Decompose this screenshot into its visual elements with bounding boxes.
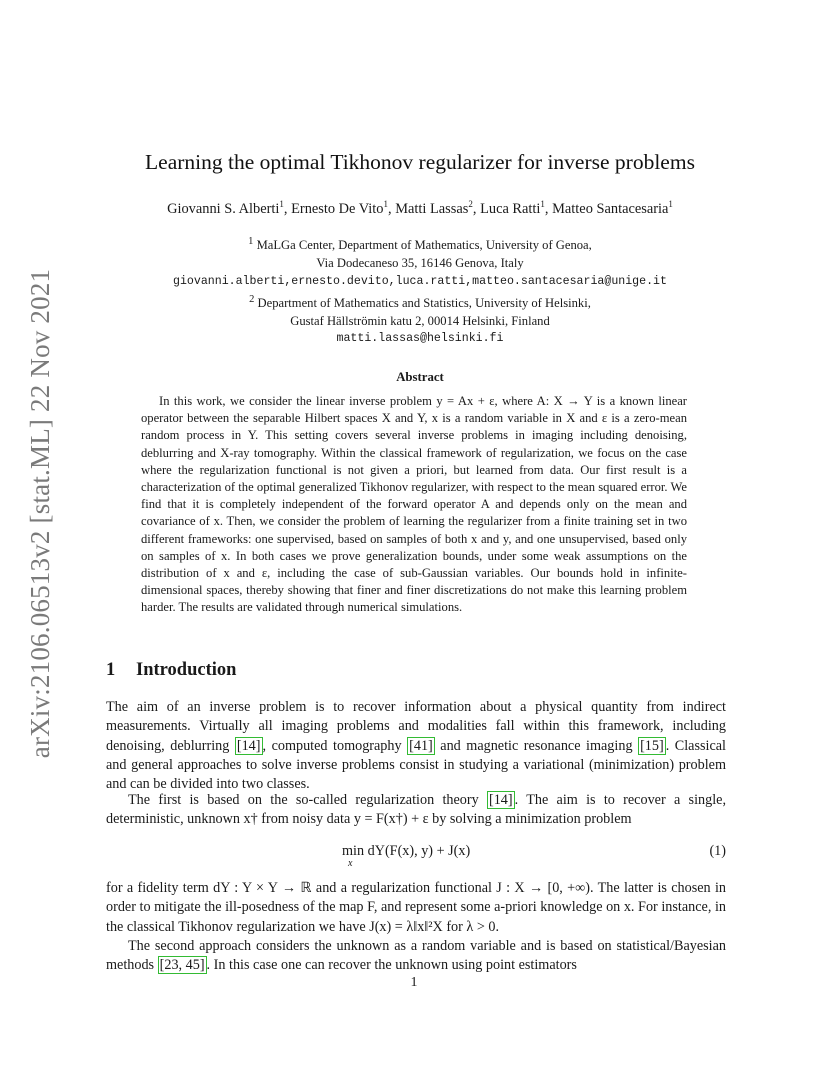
citation-link[interactable]: [23, 45] [159, 957, 205, 974]
email-genoa[interactable]: giovanni.alberti,ernesto.devito,luca.ratti,matteo.santacesaria@unige.it [173, 274, 667, 288]
paragraph: for a fidelity term dY : Y × Y → ℝ and a regularization functional J : X → [0, +∞). The latter is chosen in order to mitigate the ill-posedness of the map F, and represent some a-priori knowledge on x. For instance, in the classical Tikhonov regularization we have J(x) = λ‖x‖²X for λ > 0. [106, 880, 726, 935]
citation-link[interactable]: [14] [488, 792, 513, 808]
paragraph: The aim of an inverse problem is to recover information about a physical quantity from indirect measurements. Virtually all imaging problems and modalities fall within this framework, including denoising, deblurring [14] , computed tomography [41] and magnetic resonance imaging [15] . Classical and general approaches to solve inverse problems consist in studying a variational (minimization) problem and can be divided into two classes. [106, 699, 726, 793]
section-number: 1 [106, 660, 116, 680]
affiliation-1: $^1$ MaLGa Center, Department of Mathematics, University of Genoa, [248, 236, 592, 253]
citation-link[interactable]: [14] [236, 737, 261, 754]
equation-1 [106, 843, 726, 873]
abstract-heading: Abstract [396, 370, 444, 384]
equation-body: min dY(F(x), y) + J(x) x [342, 843, 471, 869]
author: Luca Ratti [480, 200, 541, 217]
equation-number: (1) [709, 843, 726, 859]
author: Ernesto De Vito [291, 200, 384, 217]
affiliations: $^1$ MaLGa Center, Department of Mathematics, University of Genoa, Via Dodecaneso 35, 16146 Genova, Italy giovanni.alberti,ernesto.devito,luca.ratti,matteo.santacesaria@unige.it $^2$ Department of Mathematics and Statistics, University of Helsinki, Gustaf Hällströmin katu 2, 00014 Helsinki, Finland matti.lassas@helsinki.fi [110, 233, 730, 349]
abstract-text: In this work, we consider the linear inverse problem y = Ax + ε, where A: X → Y is a known linear operator between the separable Hilbert spaces X and Y, x is a random variable in X and ε is a zero-mean random process in Y. This setting covers several inverse problems in imaging including denoising, deblurring and X-ray tomography. Within the classical framework of regularization, we focus on the case where the regularization functional is not given a priori, but learned from data. Our first result is a characterization of the optimal generalized Tikhonov regularizer, with respect to the mean squared error. We find that it is completely independent of the forward operator A and depends only on the mean and covariance of x. Then, we consider the problem of learning the regularizer from a finite training set in two different frameworks: one supervised, based on samples of both x and y, and one unsupervised, based only on samples of x. In both cases we prove generalization bounds, under some weak assumptions on the distribution of x and ε, including the case of sub-Gaussian variables. Our bounds hold in infinite-dimensional spaces, thereby showing that finer and finer discretizations do not make this learning problem harder. The results are validated through numerical simulations. [141, 394, 687, 615]
author: Matteo Santacesaria [552, 200, 669, 217]
email-helsinki[interactable]: matti.lassas@helsinki.fi [336, 332, 504, 346]
citation-link[interactable]: [41] [409, 737, 433, 754]
paragraph: The first is based on the so-called regularization theory [14] . The aim is to recover a single, deterministic, unknown x† from noisy data y = F(x†) + ε by solving a minimization problem [106, 792, 726, 828]
page-number: 1 [410, 975, 418, 990]
author-list: Giovanni S. Alberti$^1$, Ernesto De Vito$^1$, Matti Lassas$^2$, Luca Ratti$^1$, Matteo Santacesaria$^1$ [167, 199, 673, 217]
arxiv-sidebar [16, 248, 66, 778]
affiliation-2: $^2$ Department of Mathematics and Statistics, University of Helsinki, [249, 293, 591, 310]
author: Matti Lassas [395, 200, 469, 217]
section-title: Introduction [136, 660, 237, 680]
paragraph: The second approach considers the unknown as a random variable and is based on statistical/Bayesian methods [23, 45] . In this case one can recover the unknown using point estimators [106, 938, 726, 974]
paper-title: Learning the optimal Tikhonov regularizer for inverse problems [145, 150, 695, 174]
author: Giovanni S. Alberti [167, 200, 280, 217]
section-heading [106, 660, 236, 681]
citation-link[interactable]: [15] [640, 737, 664, 754]
arxiv-identifier[interactable]: arXiv:2106.06513v2 [stat.ML] 22 Nov 2021 [25, 268, 56, 758]
